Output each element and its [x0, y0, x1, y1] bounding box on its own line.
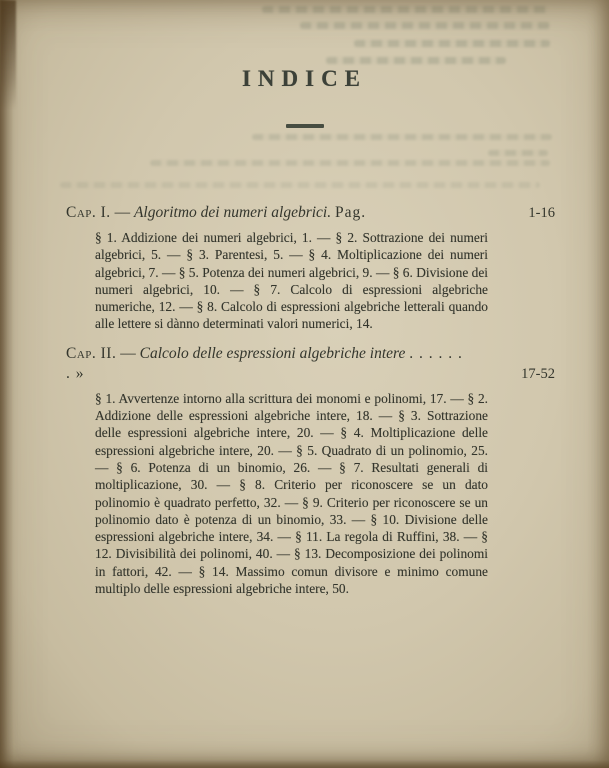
- chapter-sections-text: § 1. Addizione dei numeri algebrici, 1. — § 2. Sottrazione dei numeri algebrici, 5. — § 3. Parentesi, 5. — § 4. Moltiplicazione dei numeri algebrici, 7. — § 5. Potenza dei numeri algebrici, 9. — § 6. Divisione dei numeri algebrici, 10. — § 7. Calcolo di espressioni algebriche numeriche, 12. — § 8. Calcolo di espressioni algebriche letterali quando alle lettere si dànno determinati valori numerici, 14.: [95, 230, 488, 332]
- table-of-contents: [66, 203, 555, 597]
- chapter-page-label: Pag.: [334, 204, 367, 221]
- page-bottom-shadow: [0, 760, 609, 768]
- bleed-through-text: [60, 182, 540, 188]
- chapter-label: Cap. II.: [66, 344, 117, 362]
- chapter-page-range: 17-52: [521, 365, 555, 382]
- title-rule: [286, 124, 324, 128]
- bleed-through-text: [150, 160, 550, 166]
- bleed-through-text: [488, 150, 548, 156]
- binding-shadow: [0, 0, 14, 768]
- chapter-title: Algoritmo dei numeri algebrici.: [133, 204, 332, 221]
- page-title: INDICE: [241, 66, 368, 91]
- chapter-heading-text: [66, 203, 366, 223]
- bleed-through-text: [252, 134, 552, 140]
- chapter-entry-2: [66, 344, 555, 598]
- chapter-dash: —: [114, 204, 131, 221]
- chapter-heading: [66, 344, 555, 384]
- chapter-sections-text: § 1. Avvertenze intorno alla scrittura dei monomi e polinomi, 17. — § 2. Addizione delle espressioni algebriche intere, 18. — § 3. Sottrazione delle espressioni algebriche intere, 20. — § 4. Moltiplicazione delle espressioni algebriche intere, 20. — § 5. Quadrato di un polinomio, 25. — § 6. Potenza di un binomio, 26. — § 7. Resultati generali di moltiplicazione, 30. — § 8. Criterio per riconoscere se un dato polinomio è quadrato perfetto, 32. — § 9. Criterio per riconoscere se un polinomio dato è potenza di un binomio, 33. — § 10. Divisione delle espressioni algebriche intere, 34. — § 11. La regola di Ruffini, 38. — § 12. Divisibilità dei polinomi, 40. — § 13. Decomposizione dei polinomi in fattori, 42. — § 14. Massimo comun divisore e minimo comune multiplo delle espressioni algebriche intere, 50.: [95, 390, 488, 597]
- chapter-title: Calcolo delle espressioni algebriche intere: [139, 344, 406, 362]
- chapter-entry-1: [66, 203, 555, 333]
- chapter-page-range: 1-16: [528, 205, 555, 221]
- chapter-dash: —: [120, 344, 136, 362]
- chapter-dot-leader: . . . . . . . »: [66, 344, 463, 382]
- page-corner-shadow: [0, 0, 16, 110]
- chapter-label: Cap. I.: [66, 204, 111, 221]
- chapter-heading: [66, 203, 555, 223]
- chapter-heading-text: [66, 344, 468, 384]
